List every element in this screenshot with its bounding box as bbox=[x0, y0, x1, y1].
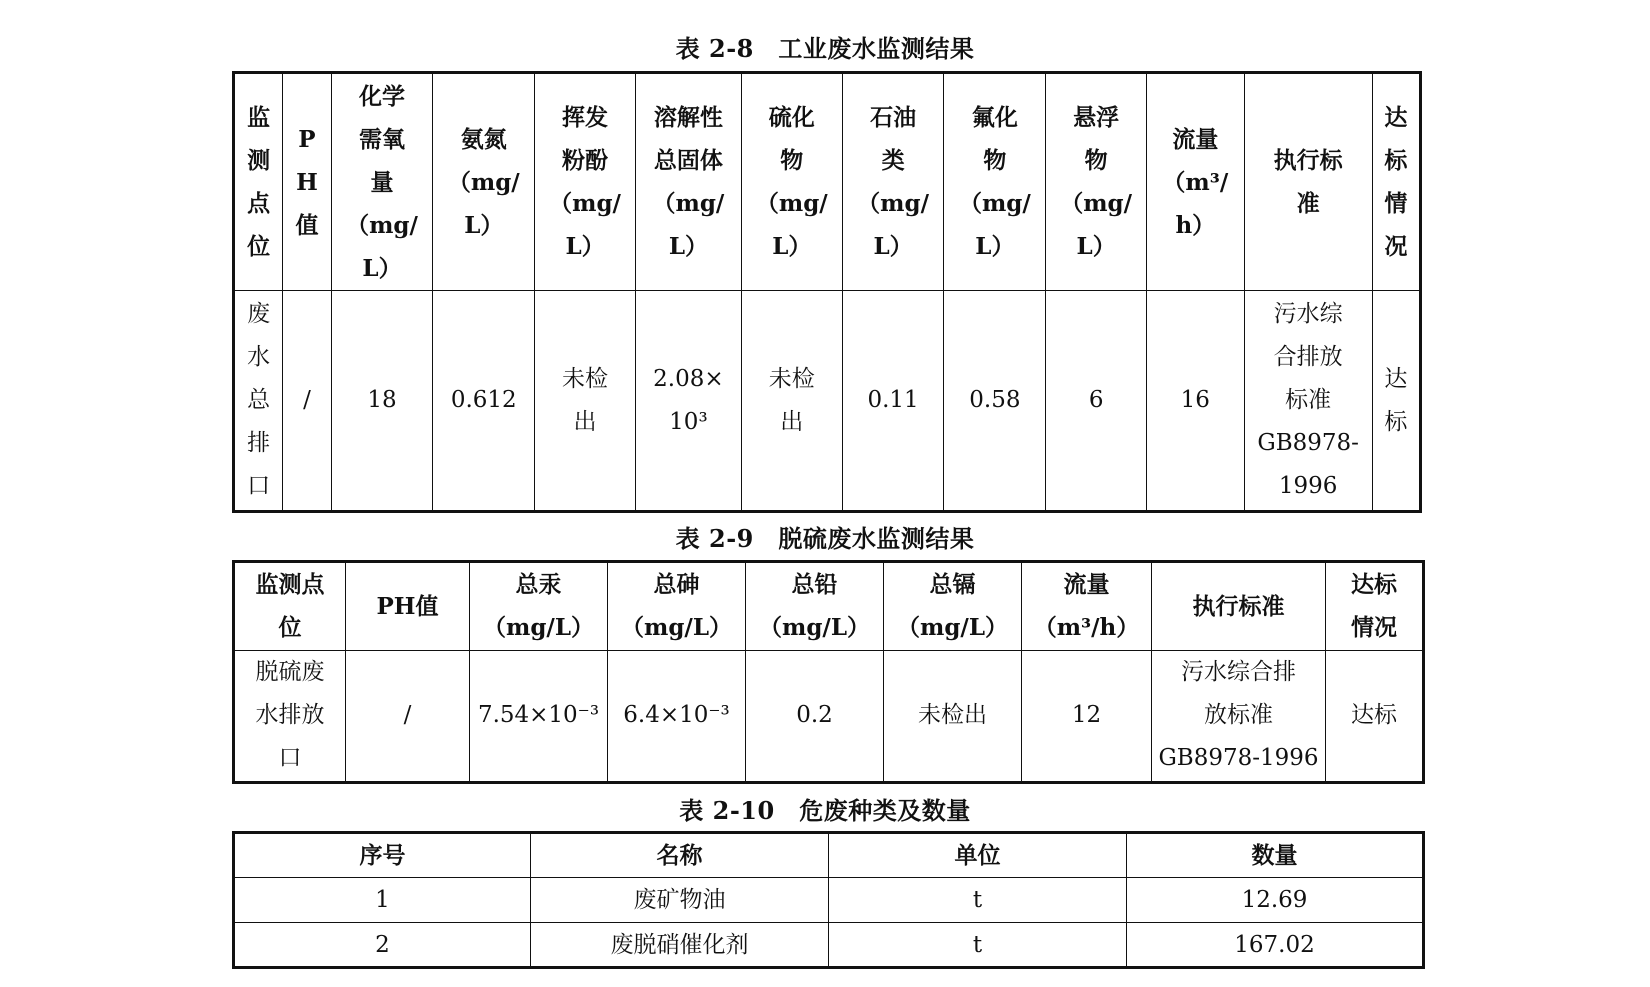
table-header-row bbox=[234, 833, 1424, 878]
cell-total-arsenic: 6.4×10⁻³ bbox=[608, 650, 746, 782]
header-unit: 单位 bbox=[829, 833, 1127, 878]
cell-name: 废脱硝催化剂 bbox=[531, 923, 829, 968]
table-2-8-caption: 表 2-8 工业废水监测结果 bbox=[675, 34, 975, 63]
cell-petroleum: 0.11 bbox=[842, 291, 944, 512]
header-ammonia-nitrogen: 氨氮 （mg/ L） bbox=[433, 73, 535, 291]
table-row bbox=[234, 878, 1424, 923]
header-ph: P H 值 bbox=[283, 73, 331, 291]
table-2-10 bbox=[232, 831, 1425, 969]
header-sulfide: 硫化 物 （mg/ L） bbox=[741, 73, 842, 291]
table-header-row bbox=[234, 562, 1424, 651]
cell-quantity: 12.69 bbox=[1127, 878, 1424, 923]
header-dissolved-solids: 溶解性 总固体 （mg/ L） bbox=[635, 73, 741, 291]
header-compliance: 达 标 情 况 bbox=[1372, 73, 1420, 291]
header-quantity: 数量 bbox=[1127, 833, 1424, 878]
cell-flow: 16 bbox=[1147, 291, 1245, 512]
cell-name: 废矿物油 bbox=[531, 878, 829, 923]
table-row bbox=[234, 291, 1421, 512]
cell-unit: t bbox=[829, 923, 1127, 968]
header-monitoring-point: 监 测 点 位 bbox=[234, 73, 283, 291]
cell-quantity: 167.02 bbox=[1127, 923, 1424, 968]
cell-total-lead: 0.2 bbox=[746, 650, 884, 782]
table-2-9 bbox=[232, 560, 1425, 784]
header-volatile-phenol: 挥发 粉酚 （mg/ L） bbox=[535, 73, 636, 291]
cell-ammonia-nitrogen: 0.612 bbox=[433, 291, 535, 512]
header-total-arsenic: 总砷 （mg/L） bbox=[608, 562, 746, 651]
cell-dissolved-solids: 2.08× 10³ bbox=[635, 291, 741, 512]
header-flow: 流量 （m³/ h） bbox=[1147, 73, 1245, 291]
table-2-10-caption: 表 2-10 危废种类及数量 bbox=[679, 796, 971, 825]
header-total-mercury: 总汞 （mg/L） bbox=[470, 562, 608, 651]
cell-total-mercury: 7.54×10⁻³ bbox=[470, 650, 608, 782]
table-2-8 bbox=[232, 71, 1422, 513]
cell-compliance: 达标 bbox=[1326, 650, 1424, 782]
cell-flow: 12 bbox=[1022, 650, 1152, 782]
cell-serial-number: 2 bbox=[234, 923, 531, 968]
cell-volatile-phenol: 未检 出 bbox=[535, 291, 636, 512]
header-total-lead: 总铅 （mg/L） bbox=[746, 562, 884, 651]
cell-monitoring-point: 脱硫废 水排放 口 bbox=[234, 650, 346, 782]
header-monitoring-point: 监测点 位 bbox=[234, 562, 346, 651]
cell-serial-number: 1 bbox=[234, 878, 531, 923]
header-standard: 执行标准 bbox=[1152, 562, 1326, 651]
table-row bbox=[234, 650, 1424, 782]
cell-ph: / bbox=[283, 291, 331, 512]
cell-standard: 污水综 合排放 标准 GB8978- 1996 bbox=[1244, 291, 1372, 512]
table-header-row bbox=[234, 73, 1421, 291]
cell-standard: 污水综合排 放标准 GB8978-1996 bbox=[1152, 650, 1326, 782]
cell-ph: / bbox=[346, 650, 470, 782]
header-name: 名称 bbox=[531, 833, 829, 878]
cell-compliance: 达 标 bbox=[1372, 291, 1420, 512]
table-row bbox=[234, 923, 1424, 968]
header-ph: PH值 bbox=[346, 562, 470, 651]
header-total-cadmium: 总镉 （mg/L） bbox=[884, 562, 1022, 651]
cell-unit: t bbox=[829, 878, 1127, 923]
cell-total-cadmium: 未检出 bbox=[884, 650, 1022, 782]
header-standard: 执行标 准 bbox=[1244, 73, 1372, 291]
header-suspended-solids: 悬浮 物 （mg/ L） bbox=[1046, 73, 1147, 291]
header-flow: 流量 （m³/h） bbox=[1022, 562, 1152, 651]
header-serial-number: 序号 bbox=[234, 833, 531, 878]
table-2-9-caption: 表 2-9 脱硫废水监测结果 bbox=[675, 524, 975, 553]
cell-cod: 18 bbox=[331, 291, 433, 512]
header-compliance: 达标 情况 bbox=[1326, 562, 1424, 651]
header-fluoride: 氟化 物 （mg/ L） bbox=[944, 73, 1046, 291]
cell-monitoring-point: 废 水 总 排 口 bbox=[234, 291, 283, 512]
header-petroleum: 石油 类 （mg/ L） bbox=[842, 73, 944, 291]
header-cod: 化学 需氧 量 （mg/ L） bbox=[331, 73, 433, 291]
cell-sulfide: 未检 出 bbox=[741, 291, 842, 512]
cell-suspended-solids: 6 bbox=[1046, 291, 1147, 512]
cell-fluoride: 0.58 bbox=[944, 291, 1046, 512]
